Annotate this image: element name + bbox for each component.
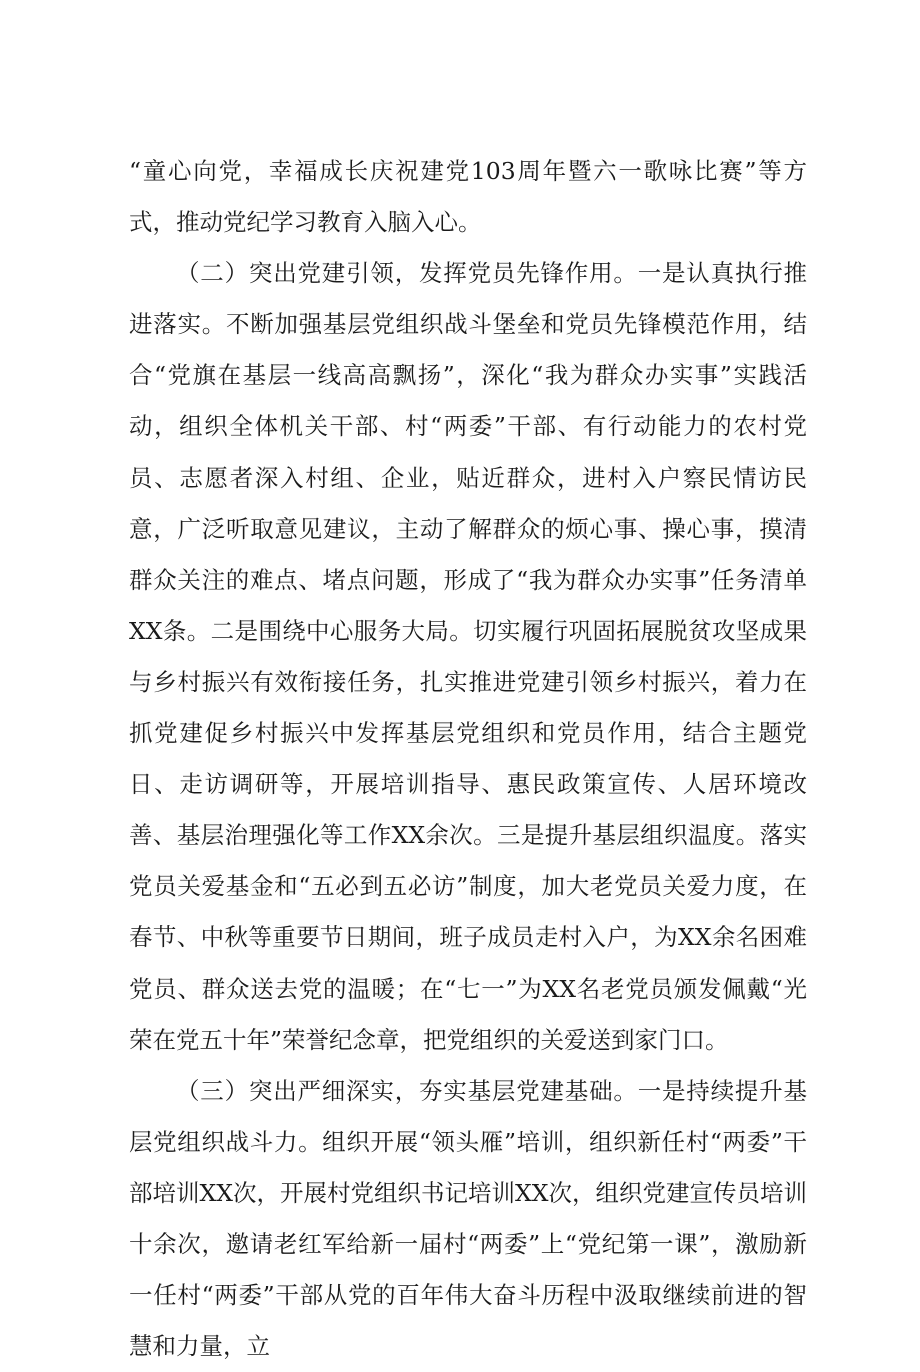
paragraph-section-three: （三）突出严细深实，夯实基层党建基础。一是持续提升基层党组织战斗力。组织开展“领头雁”培训，组织新任村“两委”干部培训XX次，开展村党组织书记培训XX次，组织党建宣传员培训十余次，邀请老红军给新一届村“两委”上“党纪第一课”，激励新一任村“两委”干部从党的百年伟大奋斗历程中汲取继续前进的智慧和力量，立 xyxy=(129,1076,807,1361)
document-body xyxy=(129,146,807,1372)
paragraph-section-two: （二）突出党建引领，发挥党员先锋作用。一是认真执行推进落实。不断加强基层党组织战斗堡垒和党员先锋模范作用，结合“党旗在基层一线高高飘扬”，深化“我为群众办实事”实践活动，组织全体机关干部、村“两委”干部、有行动能力的农村党员、志愿者深入村组、企业，贴近群众，进村入户察民情访民意，广泛听取意见建议，主动了解群众的烦心事、操心事，摸清群众关注的难点、堵点问题，形成了“我为群众办实事”任务清单XX条。二是围绕中心服务大局。切实履行巩固拓展脱贫攻坚成果与乡村振兴有效衔接任务，扎实推进党建引领乡村振兴，着力在抓党建促乡村振兴中发挥基层党组织和党员作用，结合主题党日、走访调研等，开展培训指导、惠民政策宣传、人居环境改善、基层治理强化等工作XX余次。三是提升基层组织温度。落实党员关爱基金和“五必到五必访”制度，加大老党员关爱力度，在春节、中秋等重要节日期间，班子成员走村入户，为XX余名困难党员、群众送去党的温暖；在“七一”为XX名老党员颁发佩戴“光荣在党五十年”荣誉纪念章，把党组织的关爱送到家门口。 xyxy=(129,259,807,1054)
paragraph-continuation: “童心向党，幸福成长庆祝建党103周年暨六一歌咏比赛”等方式，推动党纪学习教育入脑入心。 xyxy=(129,157,807,237)
